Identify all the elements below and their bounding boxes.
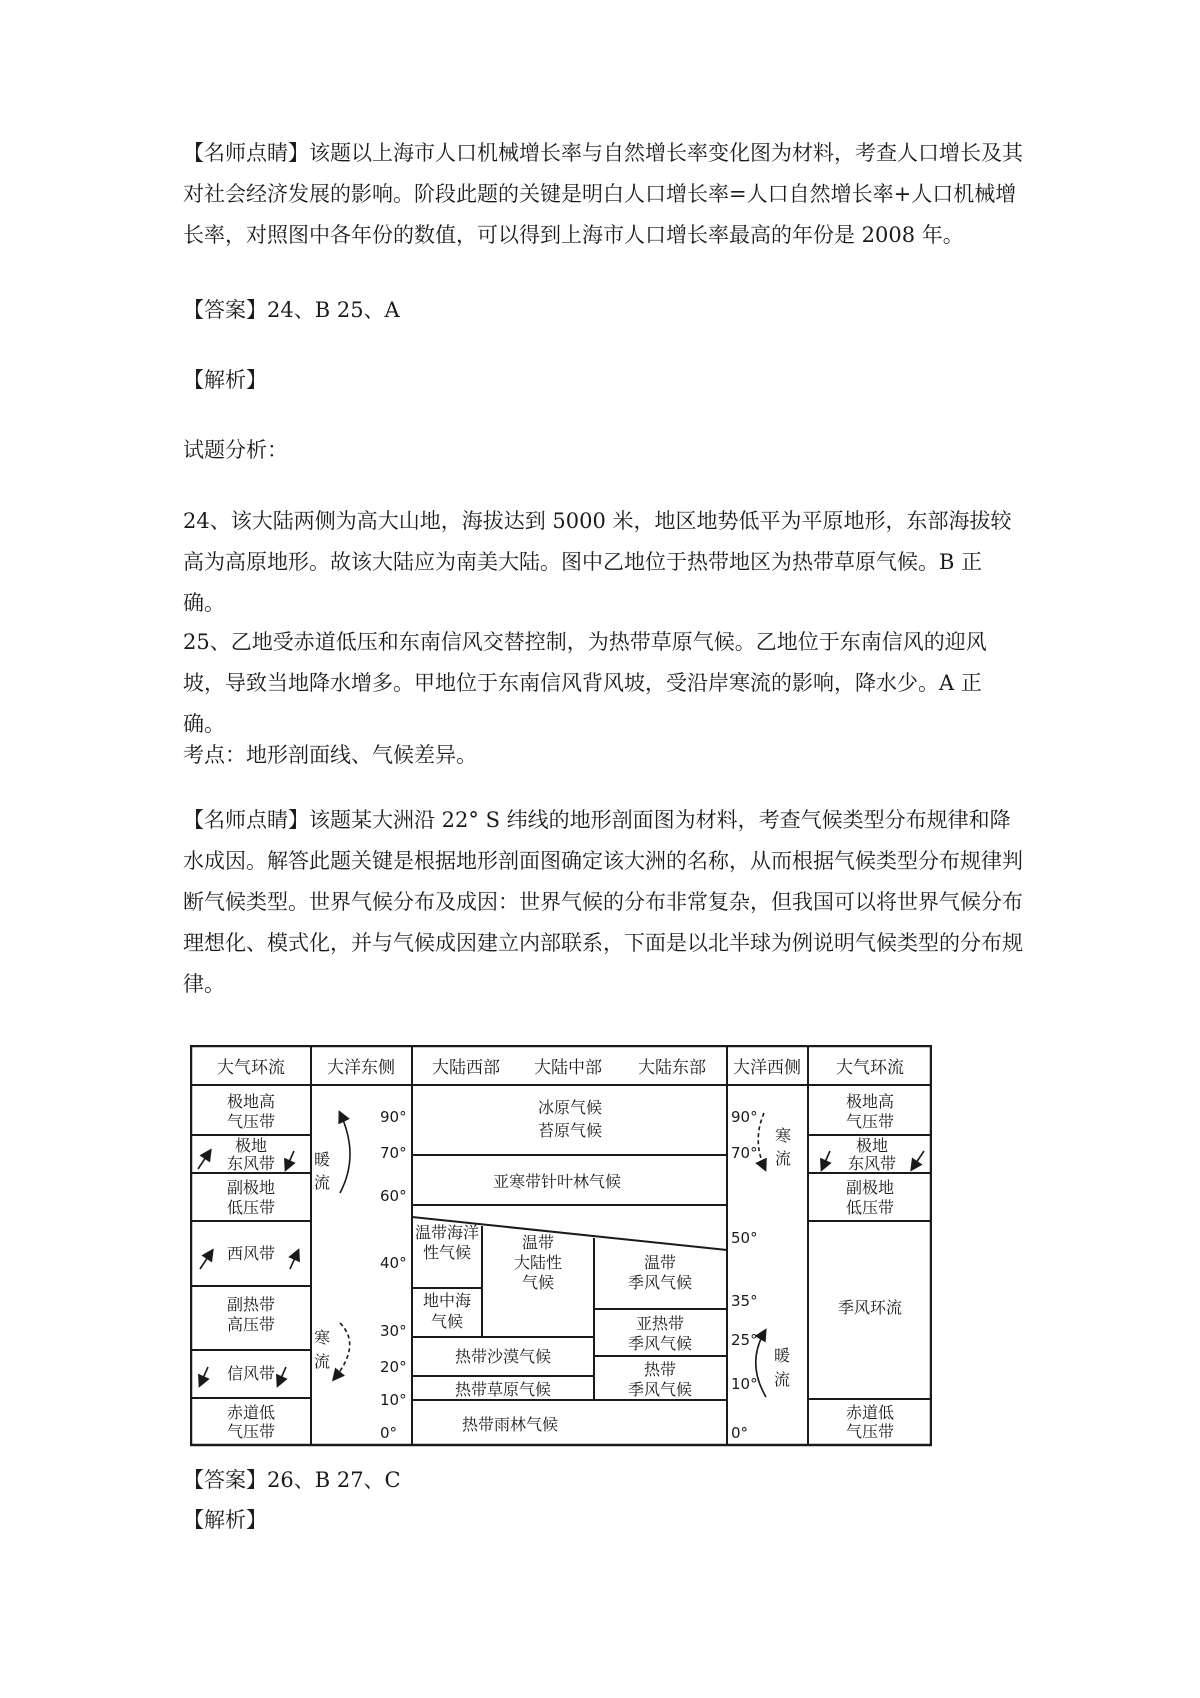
tropical-rainforest-climate: 热带雨林气候 [461, 1415, 559, 1434]
left-polar-high-label-2: 气压带 [226, 1112, 276, 1131]
left-lat-40: 40° [380, 1254, 407, 1272]
answer-line-26-27: 【答案】26、B 27、C [183, 1468, 401, 1492]
left-equatorial-low-label-2: 气压带 [226, 1422, 276, 1441]
continental-climate-3: 气候 [521, 1273, 555, 1292]
left-cold-current-label-1: 寒 [313, 1328, 331, 1347]
subtropical-monsoon-climate-2: 季风气候 [627, 1334, 693, 1353]
right-lat-90: 90° [731, 1108, 758, 1126]
tundra-climate: 苔原气候 [537, 1121, 603, 1140]
left-subpolar-low-label-1: 副极地 [226, 1178, 276, 1197]
right-cold-current-label-1: 寒 [774, 1126, 792, 1145]
left-lat-90: 90° [380, 1108, 407, 1126]
left-lat-30: 30° [380, 1322, 407, 1340]
right-polar-high-label-2: 气压带 [845, 1112, 895, 1131]
kaodian-line: 考点：地形剖面线、气候差异。 [183, 743, 477, 767]
left-warm-current-label-1: 暖 [313, 1150, 331, 1169]
right-cold-current-label-2: 流 [774, 1149, 792, 1168]
right-lat-35: 35° [731, 1292, 758, 1310]
wind-arrow-icon [198, 1151, 210, 1169]
exam-analysis-label: 试题分析： [183, 438, 288, 462]
left-westerlies-label: 西风带 [226, 1244, 276, 1263]
cold-current-arrow-icon [334, 1323, 350, 1379]
right-lat-25: 25° [731, 1331, 758, 1349]
continental-climate-2: 大陆性 [513, 1253, 563, 1272]
right-polar-high-label-1: 极地高 [845, 1092, 895, 1111]
left-equatorial-low-label-1: 赤道低 [226, 1403, 276, 1422]
left-subtropical-high-label-1: 副热带 [226, 1295, 276, 1314]
header-continent-east: 大陆东部 [638, 1058, 706, 1078]
answer-line-24-25: 【答案】24、B 25、A [183, 298, 400, 322]
marine-climate-1: 温带海洋 [414, 1223, 480, 1242]
warm-current-arrow-icon [340, 1113, 350, 1193]
tropical-monsoon-climate-1: 热带 [643, 1360, 677, 1379]
tropical-savanna-climate: 热带草原气候 [454, 1380, 552, 1399]
left-lat-10: 10° [380, 1391, 407, 1409]
continental-climate-1: 温带 [521, 1233, 555, 1252]
wind-arrow-icon [278, 1367, 286, 1385]
header-continent-west: 大陆西部 [432, 1058, 500, 1078]
analysis-heading-1: 【解析】 [183, 368, 267, 392]
marine-climate-2: 性气候 [422, 1243, 472, 1262]
header-ocean-east: 大洋东侧 [327, 1058, 395, 1078]
left-lat-60: 60° [380, 1187, 407, 1205]
tropical-desert-climate: 热带沙漠气候 [454, 1347, 552, 1366]
left-lat-70: 70° [380, 1144, 407, 1162]
wind-arrow-icon [286, 1151, 294, 1169]
left-subpolar-low-label-2: 低压带 [226, 1198, 276, 1217]
right-subpolar-low-label-1: 副极地 [845, 1178, 895, 1197]
right-warm-current-label-2: 流 [773, 1370, 791, 1389]
header-atmospheric-circulation-left: 大气环流 [217, 1058, 285, 1078]
left-lat-20: 20° [380, 1358, 407, 1376]
right-polar-easterly-label-1: 极地 [855, 1136, 889, 1155]
question-24-analysis: 24、该大陆两侧为高大山地，海拔达到 5000 米，地区地势低平为平原地形，东部海拔较高为高原地形。故该大陆应为南美大陆。图中乙地位于热带地区为热带草原气候。B 正确。 [183, 509, 1012, 615]
left-polar-high-label-1: 极地高 [226, 1092, 276, 1111]
header-continent-middle: 大陆中部 [534, 1058, 602, 1078]
tropical-monsoon-climate-2: 季风气候 [627, 1380, 693, 1399]
right-equatorial-low-label-2: 气压带 [845, 1422, 895, 1441]
wind-arrow-icon [912, 1151, 924, 1169]
teacher-note-paragraph-2: 【名师点睛】该题某大洲沿 22° S 纬线的地形剖面图为材料，考查气候类型分布规律和降水成因。解答此题关键是根据地形剖面图确定该大洲的名称，从而根据气候类型分布规律判断气候类型。世界气候分布及成因：世界气候的分布非常复杂，但我国可以将世界气候分布理想化、模式化，并与气候成因建立内部联系，下面是以北半球为例说明气候类型的分布规律。 [183, 808, 1023, 996]
mediterranean-climate-2: 气候 [430, 1312, 464, 1331]
left-lat-0: 0° [380, 1424, 398, 1442]
right-warm-current-label-1: 暖 [773, 1346, 791, 1365]
right-equatorial-low-label-1: 赤道低 [845, 1403, 895, 1422]
left-warm-current-label-2: 流 [313, 1173, 331, 1192]
question-25-analysis: 25、乙地受赤道低压和东南信风交替控制，为热带草原气候。乙地位于东南信风的迎风坡，导致当地降水增多。甲地位于东南信风背风坡，受沿岸寒流的影响，降水少。A 正确。 [183, 630, 987, 736]
cold-current-arrow-icon [758, 1113, 765, 1169]
header-atmospheric-circulation-right: 大气环流 [836, 1058, 904, 1078]
wind-arrow-icon [822, 1151, 830, 1169]
wind-arrow-icon [290, 1251, 298, 1269]
wind-arrow-icon [200, 1367, 208, 1385]
left-subtropical-high-label-2: 高压带 [226, 1315, 276, 1334]
right-monsoon-circulation-label: 季风环流 [837, 1298, 903, 1317]
temperate-monsoon-climate-2: 季风气候 [627, 1273, 693, 1292]
temperate-monsoon-climate-1: 温带 [643, 1253, 677, 1272]
mediterranean-climate-1: 地中海 [422, 1291, 472, 1310]
right-lat-10: 10° [731, 1375, 758, 1393]
right-lat-70: 70° [731, 1144, 758, 1162]
right-subpolar-low-label-2: 低压带 [845, 1198, 895, 1217]
subarctic-coniferous-climate: 亚寒带针叶林气候 [492, 1172, 622, 1191]
header-ocean-west: 大洋西侧 [733, 1058, 801, 1078]
left-polar-easterly-label-2: 东风带 [226, 1154, 276, 1173]
right-polar-easterly-label-2: 东风带 [847, 1154, 897, 1173]
ice-cap-climate: 冰原气候 [537, 1098, 603, 1117]
left-trade-winds-label: 信风带 [226, 1364, 276, 1383]
analysis-heading-2: 【解析】 [183, 1508, 267, 1532]
climate-distribution-diagram [190, 1045, 932, 1447]
left-cold-current-label-2: 流 [313, 1352, 331, 1371]
teacher-note-paragraph-1: 【名师点睛】该题以上海市人口机械增长率与自然增长率变化图为材料，考查人口增长及其对社会经济发展的影响。阶段此题的关键是明白人口增长率=人口自然增长率+人口机械增长率，对照图中各年份的数值，可以得到上海市人口增长率最高的年份是 2008 年。 [183, 141, 1023, 247]
subtropical-monsoon-climate-1: 亚热带 [635, 1314, 685, 1333]
left-polar-easterly-label-1: 极地 [234, 1136, 268, 1155]
right-lat-50: 50° [731, 1229, 758, 1247]
wind-arrow-icon [200, 1251, 212, 1269]
right-lat-0: 0° [731, 1424, 749, 1442]
